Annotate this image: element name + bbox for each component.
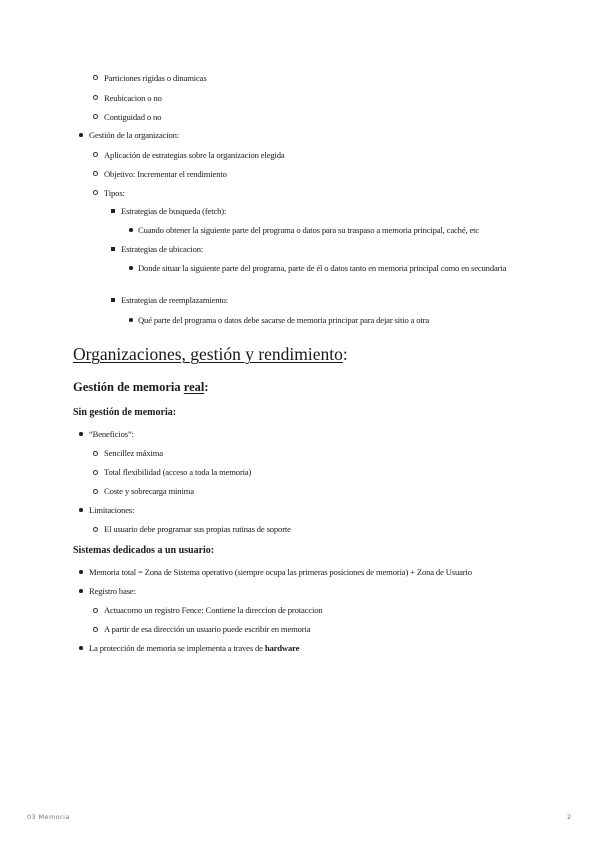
- disc-bullet-icon: [79, 570, 83, 574]
- hardware-item: La protección de memoria se implementa a traves de hardware: [89, 643, 300, 653]
- heading-underlined: real: [183, 380, 205, 394]
- square-bullet-icon: [111, 209, 115, 213]
- heading-text: Organizaciones, gestión y rendimiento: [73, 344, 343, 364]
- document-page: Particiones rigidas o dinamicas Reubicacion o no Contiguidad o no Gestión de la organizacion: Aplicación de estrategias sobre la organizacion elegida Objetivo: Incrementar el rendimiento Tipos: Estrategias de busqueda (fetch): Cuando obtener la siguiente parte del programa o datos para su traspaso a memoria principal, caché, etc Estrategias de ubicacion: Donde situar la siguiente parte del programa, parte de él o datos tanto en memoria principal como en secundaria Estrategias de reemplazamiento: Qué parte del programa o datos debe sacarse de memoria principar para dejar sitio a otra Organizaciones, gestión y rendimiento: Gestión de memoria real: Sin gestión de memoria: “Beneficios”: Sencillez máxima Total flexibilidad (acceso a toda la memoria) Coste y sobrecarga minima Limitaciones: El usuario debe programar sus propias rutinas de soporte Sistemas dedicados a un usuario: Memoria total = Zona de Sistema operativo (siempre ocupa las primeras posiciones de memoria) + Zona de Usuario Registro base: Actuacomo un registro Fence: Contiene la direccion de protaccion A partir de esa dirección un usuario puede escribir en memoria La protección de memoria se implementa a traves de hardware 03 Memoria 2: [27, 73, 572, 821]
- disc-bullet-icon: [129, 266, 133, 270]
- circle-bullet-icon: [93, 489, 98, 494]
- circle-bullet-icon: [93, 75, 98, 80]
- heading-suffix: :: [204, 380, 209, 394]
- sin-gestion-heading: Sin gestión de memoria:: [73, 407, 177, 418]
- footer-page-number: 2: [567, 813, 572, 821]
- disc-bullet-icon: [129, 318, 133, 322]
- circle-bullet-icon: [93, 114, 98, 119]
- circle-bullet-icon: [93, 527, 98, 532]
- subsection-heading: [73, 380, 209, 395]
- section-heading: [73, 344, 348, 365]
- heading-suffix: :: [342, 344, 348, 364]
- disc-bullet-icon: [79, 432, 83, 436]
- square-bullet-icon: [111, 247, 115, 251]
- square-bullet-icon: [111, 298, 115, 302]
- circle-bullet-icon: [93, 190, 98, 195]
- disc-bullet-icon: [79, 589, 83, 593]
- circle-bullet-icon: [93, 608, 98, 613]
- circle-bullet-icon: [93, 152, 98, 157]
- sistemas-heading: Sistemas dedicados a un usuario:: [73, 545, 215, 556]
- disc-bullet-icon: [79, 133, 83, 137]
- heading-prefix: Gestión de memoria: [73, 380, 184, 394]
- disc-bullet-icon: [79, 508, 83, 512]
- disc-bullet-icon: [129, 228, 133, 232]
- circle-bullet-icon: [93, 95, 98, 100]
- disc-bullet-icon: [79, 646, 83, 650]
- bold-hardware: hardware: [264, 643, 300, 653]
- circle-bullet-icon: [93, 470, 98, 475]
- footer-document-name: 03 Memoria: [27, 813, 70, 821]
- circle-bullet-icon: [93, 627, 98, 632]
- circle-bullet-icon: [93, 451, 98, 456]
- circle-bullet-icon: [93, 171, 98, 176]
